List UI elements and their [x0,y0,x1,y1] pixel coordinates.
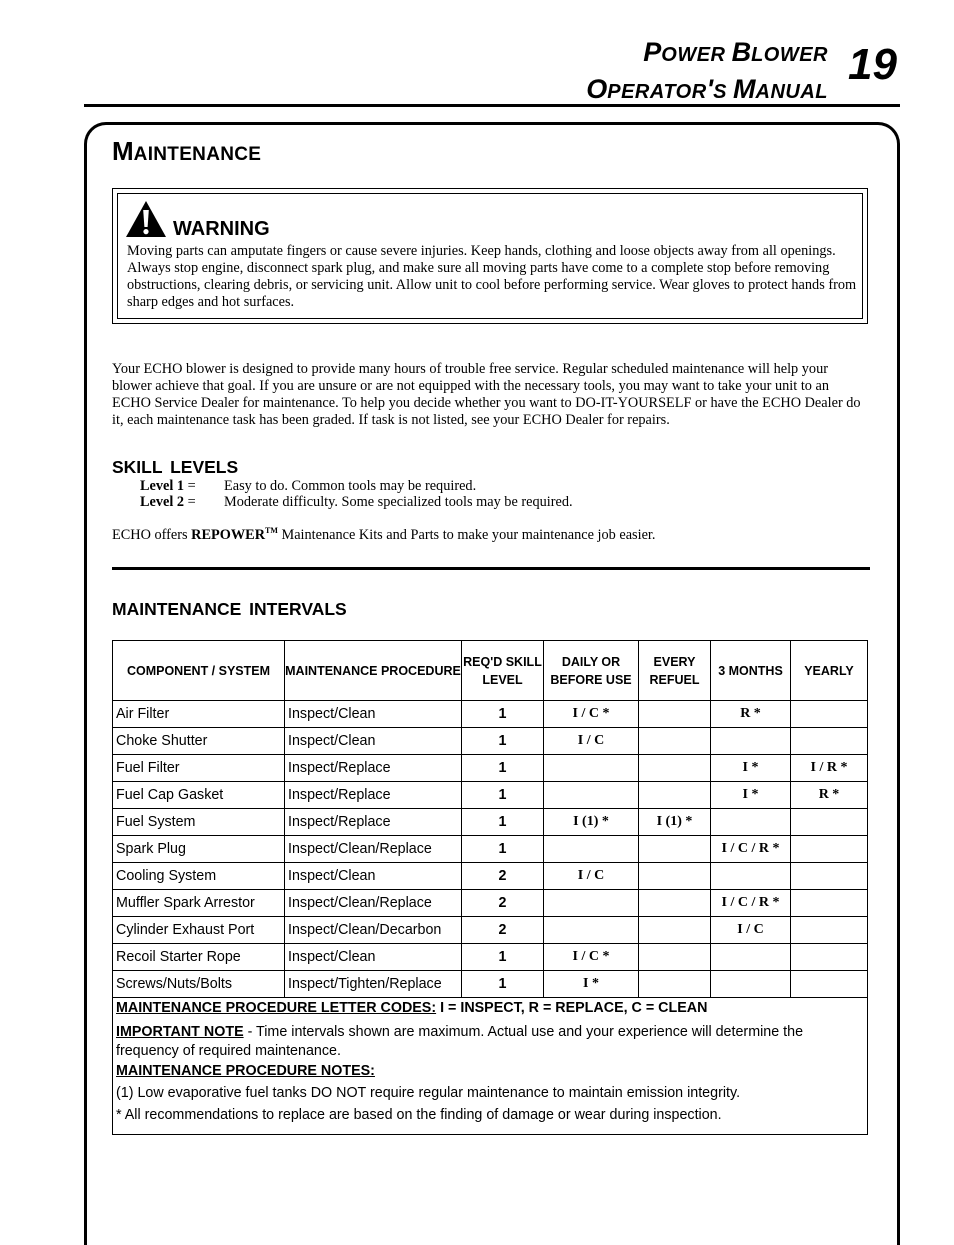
table-header-row [113,641,868,701]
daily-cell [544,782,639,809]
column-header: REQ'D SKILL LEVEL [462,641,544,701]
manual-title-line2: OPERATOR'S MANUAL [586,74,828,104]
table-row [113,809,868,836]
manual-title [586,36,828,110]
column-header: YEARLY [791,641,868,701]
component-cell: Screws/Nuts/Bolts [113,971,285,998]
procedure-note-2: * All recommendations to replace are based on the finding of damage or wear during inspection. [116,1107,722,1123]
component-cell: Recoil Starter Rope [113,944,285,971]
level-1-label: Level 1 = [140,478,196,494]
three-months-cell: R * [711,701,791,728]
table-row [113,863,868,890]
component-cell: Air Filter [113,701,285,728]
table-row [113,971,868,998]
procedure-cell: Inspect/Replace [285,782,462,809]
column-header: EVERY REFUEL [639,641,711,701]
procedure-cell: Inspect/Clean [285,944,462,971]
letter-codes-note: MAINTENANCE PROCEDURE LETTER CODES: I = INSPECT, R = REPLACE, C = CLEAN [116,1000,708,1016]
table-notes-row [113,998,868,1135]
procedure-note-1: (1) Low evaporative fuel tanks DO NOT require regular maintenance to maintain emission integrity. [116,1085,741,1101]
level-2-desc: Moderate difficulty. Some specialized tools may be required. [224,494,573,510]
intro-paragraph: Your ECHO blower is designed to provide many hours of trouble free service. Regular scheduled maintenance will help your blower achieve that goal. If you are unsure or are not equipped with the necessary tools, you may want to take your unit to an ECHO Service Dealer for maintenance. To help you decide whether you want to DO-IT-YOURSELF or have the ECHO Dealer do it, each maintenance task has been graded. If task is not listed, see your ECHO Dealer for repairs. [112,361,861,428]
refuel-cell: I (1) * [639,809,711,836]
warning-heading: WARNING [173,218,270,240]
three-months-cell [711,809,791,836]
warning-box-inner [117,193,863,319]
important-note: IMPORTANT NOTE - Time intervals shown are maximum. Actual use and your experience will determine the frequency of required maintenance. [116,1024,804,1059]
component-cell: Spark Plug [113,836,285,863]
yearly-cell [791,701,868,728]
three-months-cell: I / C [711,917,791,944]
refuel-cell [639,728,711,755]
skill-cell: 1 [462,701,544,728]
procedure-cell: Inspect/Replace [285,755,462,782]
column-header: DAILY OR BEFORE USE [544,641,639,701]
procedure-cell: Inspect/Clean [285,863,462,890]
procedure-cell: Inspect/Clean [285,728,462,755]
refuel-cell [639,863,711,890]
yearly-cell [791,728,868,755]
yearly-cell: I / R * [791,755,868,782]
table-row [113,944,868,971]
table-row [113,728,868,755]
table-row [113,890,868,917]
three-months-cell [711,728,791,755]
column-header: COMPONENT / SYSTEM [113,641,285,701]
yearly-cell [791,890,868,917]
skill-cell: 1 [462,755,544,782]
daily-cell: I / C [544,728,639,755]
yearly-cell [791,809,868,836]
component-cell: Muffler Spark Arrestor [113,890,285,917]
daily-cell [544,836,639,863]
yearly-cell [791,863,868,890]
level-2-label: Level 2 = [140,494,196,510]
procedure-cell: Inspect/Clean/Replace [285,836,462,863]
manual-title-line1: POWER BLOWER [643,37,828,67]
column-header: MAINTENANCE PROCEDURE [285,641,462,701]
table-notes-cell [113,998,868,1135]
procedure-cell: Inspect/Clean/Replace [285,890,462,917]
three-months-cell [711,863,791,890]
warning-box [112,188,868,324]
procedure-cell: Inspect/Clean/Decarbon [285,917,462,944]
three-months-cell [711,944,791,971]
yearly-cell [791,944,868,971]
procedure-cell: Inspect/Clean [285,701,462,728]
skill-levels-heading: SKILL LEVELS [112,457,239,477]
component-cell: Choke Shutter [113,728,285,755]
component-cell: Fuel Cap Gasket [113,782,285,809]
procedure-cell: Inspect/Tighten/Replace [285,971,462,998]
three-months-cell: I / C / R * [711,890,791,917]
skill-cell: 1 [462,944,544,971]
skill-cell: 1 [462,728,544,755]
procedure-notes-heading: MAINTENANCE PROCEDURE NOTES: [116,1063,375,1079]
daily-cell [544,890,639,917]
component-cell: Fuel System [113,809,285,836]
skill-cell: 1 [462,836,544,863]
daily-cell: I / C [544,863,639,890]
three-months-cell: I / C / R * [711,836,791,863]
daily-cell: I / C * [544,701,639,728]
skill-cell: 2 [462,917,544,944]
daily-cell: I * [544,971,639,998]
three-months-cell: I * [711,782,791,809]
refuel-cell [639,917,711,944]
skill-cell: 1 [462,971,544,998]
repower-note: ECHO offers REPOWER™ Maintenance Kits and Parts to make your maintenance job easier. [112,526,656,543]
header-rule [84,104,900,107]
maintenance-intervals-heading: MAINTENANCE INTERVALS [112,599,347,619]
yearly-cell [791,917,868,944]
refuel-cell [639,755,711,782]
yearly-cell: R * [791,782,868,809]
skill-cell: 2 [462,863,544,890]
maintenance-intervals-table [112,640,868,1135]
refuel-cell [639,971,711,998]
section-title: MAINTENANCE [112,136,262,166]
table-row [113,755,868,782]
refuel-cell [639,890,711,917]
daily-cell: I / C * [544,944,639,971]
yearly-cell [791,836,868,863]
component-cell: Fuel Filter [113,755,285,782]
section-divider [112,567,870,570]
table-row [113,836,868,863]
table-row [113,917,868,944]
yearly-cell [791,971,868,998]
page-number: 19 [848,40,897,89]
level-1-desc: Easy to do. Common tools may be required. [224,478,477,494]
component-cell: Cylinder Exhaust Port [113,917,285,944]
skill-cell: 2 [462,890,544,917]
table-row [113,701,868,728]
column-header: 3 MONTHS [711,641,791,701]
daily-cell [544,917,639,944]
warning-triangle-icon [125,200,167,238]
component-cell: Cooling System [113,863,285,890]
table-row [113,782,868,809]
three-months-cell: I * [711,755,791,782]
skill-cell: 1 [462,782,544,809]
refuel-cell [639,782,711,809]
refuel-cell [639,836,711,863]
three-months-cell [711,971,791,998]
warning-text: Moving parts can amputate fingers or cause severe injuries. Keep hands, clothing and loose objects away from all openings. Always stop engine, disconnect spark plug, and make sure all moving parts have come to a complete stop before removing obstructions, clearing debris, or servicing unit. Allow unit to cool before performing service. Wear gloves to protect hands from sharp edges and hot surfaces. [127,243,857,310]
skill-cell: 1 [462,809,544,836]
daily-cell: I (1) * [544,809,639,836]
refuel-cell [639,701,711,728]
daily-cell [544,755,639,782]
procedure-cell: Inspect/Replace [285,809,462,836]
refuel-cell [639,944,711,971]
